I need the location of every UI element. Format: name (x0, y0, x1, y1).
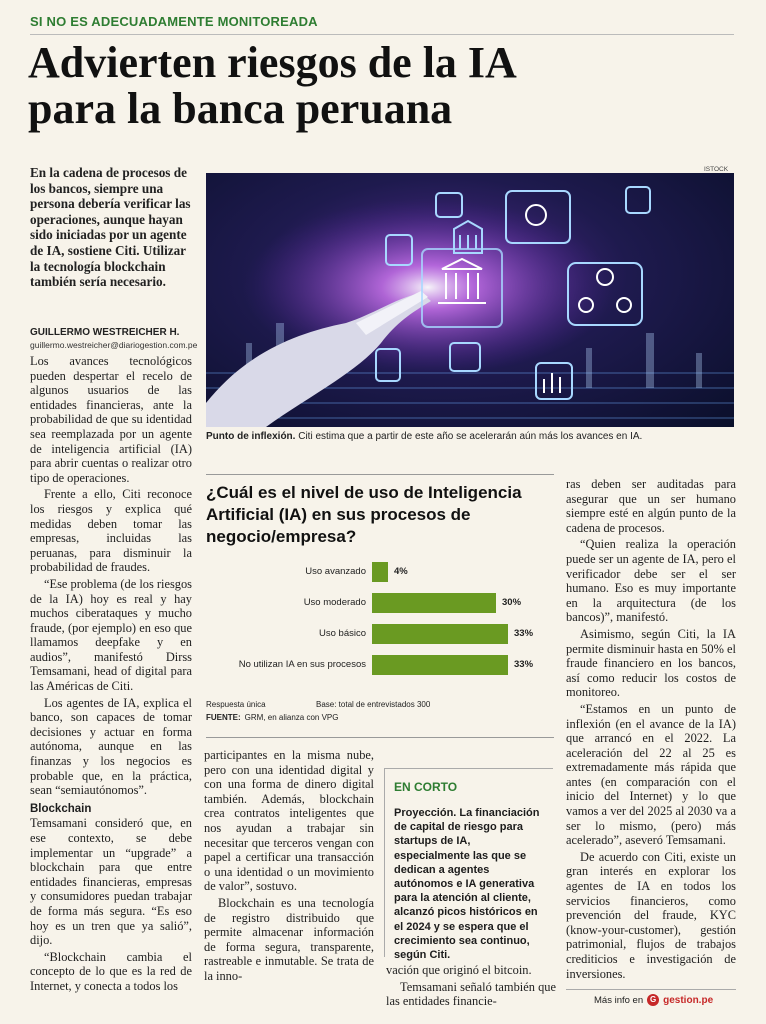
box-title: EN CORTO (394, 780, 458, 794)
subhead-blockchain: Blockchain (30, 802, 92, 815)
kicker-divider (30, 34, 734, 35)
chart-category-label: Uso avanzado (305, 566, 366, 577)
chart-note (206, 700, 556, 709)
paragraph: Blockchain es una tecnología de registro distribuido que permite almacenar información de forma segura, transparente, rastreable e inmutable. Se trata de la inno- (204, 895, 374, 983)
caption-lead: Punto de inflexión. (206, 431, 296, 442)
chart-title: ¿Cuál es el nivel de uso de Inteligencia Artificial (IA) en sus procesos de negocio/empresa? (206, 483, 522, 546)
article-column-1 (30, 354, 192, 1014)
chart-note-response: Respuesta única (206, 700, 266, 709)
chart-bar (372, 562, 388, 582)
chart-source-label: FUENTE: (206, 713, 241, 722)
paragraph: Asimismo, según Citi, la IA permite disminuir hasta en 50% el fraude financiero en los bancos, así como reducir los costos de monitoreo. (566, 626, 736, 700)
paragraph: Los agentes de IA, explica el banco, son capaces de tomar decisiones y actuar en forma autónoma, aunque en las finanzas y los negocios es probable que, en la práctica, sean “semiautónomos”. (30, 695, 192, 798)
photo-credit: ISTOCK (704, 166, 729, 173)
chart-source (206, 713, 556, 722)
bar-chart (206, 556, 556, 696)
footer-more-info[interactable] (594, 994, 713, 1006)
headline (28, 40, 748, 132)
paragraph: Temsamani consideró que, en ese contexto, se debe implementar un “upgrade” a blockchain para que entre entidades financieras, empresas y consumidores puedan trabajar de forma más segura. “Es eso hoy es un tren que ya salió”, dijo. (30, 816, 192, 948)
photo-caption (206, 431, 734, 442)
article-column-2 (204, 748, 374, 1010)
paragraph: Frente a ello, Citi reconoce los riesgos y explica qué medidas deben tomar las empresas, incluidas las peruanas, para disminuir la probabilidad de fraudes. (30, 487, 192, 575)
chart-category-label: Uso moderado (303, 597, 366, 608)
paragraph: “Quien realiza la operación puede ser un agente de IA, pero el verificador debe ser el ser humano. Eso es muy importante en la arquitectura (de los bancos)”, manifestó. (566, 537, 736, 625)
article-column-2-continued (386, 963, 556, 1011)
headline-line-2: para la banca peruana (28, 84, 453, 133)
gestion-logo-icon: G (647, 994, 659, 1006)
chart-value-label: 33% (514, 628, 534, 639)
gestion-logo-link[interactable]: gestion.pe (663, 994, 714, 1006)
lead-paragraph: En la cadena de procesos de los bancos, siempre una persona debería verificar las operaciones, aunque hayan sido iniciadas por un agente de IA, sostiene Citi. Utilizar la tecnología blockchain también sería necesario. (30, 165, 191, 290)
paragraph: Temsamani señaló también que las entidades financie- (386, 979, 556, 1009)
paragraph: “Blockchain cambia el concepto de lo que es la red de Internet, y conecta a todos los (30, 949, 192, 993)
chart-category-label: No utilizan IA en sus procesos (238, 659, 366, 670)
paragraph: “Ese problema (de los riesgos de la IA) hoy es real y hay muchos ciberataques y mucho fraude, (por ejemplo) en eso que llamamos deepfake y en audios”, manifestó Dirss Temsamani, head of digital para las Américas de Citi. (30, 576, 192, 694)
box-text (394, 806, 546, 962)
chart-value-label: 4% (394, 566, 408, 577)
byline-name: GUILLERMO WESTREICHER H. (30, 327, 180, 338)
paragraph: De acuerdo con Citi, existe un gran interés en explorar los agentes de IA en todos los servicios financieros, como prevención del fraude, KYC (know-your-customer), gestión patrimonial, flujos de trabajos crediticios e investigación de inversiones. (566, 849, 736, 981)
chart-bar (372, 593, 496, 613)
kicker: SI NO ES ADECUADAMENTE MONITOREADA (30, 14, 318, 29)
chart-bottom-divider (206, 737, 554, 738)
more-info-text: Más info en (594, 994, 644, 1006)
chart-note-base: Base: total de entrevistados 300 (316, 700, 431, 709)
headline-line-1: Advierten riesgos de la IA (28, 38, 517, 87)
chart-value-label: 33% (514, 659, 534, 670)
robot-hand-illustration (206, 173, 734, 427)
chart-category-label: Uso básico (319, 628, 366, 639)
paragraph: “Estamos en un punto de inflexión (en el avance de la IA) que arrancó en el 2022. La aceleración del 22 al 25 es extremadamente más rápida que antes (en comparación con el inicio del Internet) y lo que vamos a ver del 2025 al 2030 va a ser lo mismo, (pero) más acelerado”, aseveró Temsamani. (566, 701, 736, 848)
box-lead: Proyección. (394, 807, 457, 819)
footer-divider (566, 989, 736, 990)
paragraph: vación que originó el bitcoin. (386, 963, 532, 977)
caption-text: Citi estima que a partir de este año se acelerarán aún más los avances en IA. (295, 431, 643, 442)
chart-bar (372, 624, 508, 644)
chart-value-label: 30% (502, 597, 522, 608)
chart-source-text: GRM, en alianza con VPG (244, 713, 339, 722)
article-column-3 (566, 477, 736, 987)
paragraph: Los avances tecnológicos pueden despertar el recelo de algunos usuarios de las entidades financieras, ante la probabilidad de que su identidad sea reemplazada por un agente de inteligencia artificial (IA) para abrir cuentas o realizar otro tipo de operaciones. (30, 354, 192, 485)
paragraph: ras deben ser auditadas para asegurar que un ser humano siempre esté en algún punto de la cadena de procesos. (566, 477, 736, 535)
paragraph: participantes en la misma nube, pero con una identidad digital y con una forma de dinero digital también. Además, blockchain crea contratos inteligentes que nos ayudan a trabajar sin necesitar que terceros vengan con papel a certificar una transacción o una identidad o un movimiento de valor”, sostuvo. (204, 748, 374, 894)
robot-hand-photo (206, 173, 734, 427)
box-body: La financiación de capital de riesgo para startups de IA, especialmente las que se dedican a agentes autónomos e IA generativa para la atención al cliente, alcanzó picos históricos en el 2024 y se espera que el crecimiento sea continuo, según Citi. (394, 807, 540, 962)
chart-top-divider (206, 474, 554, 475)
byline-email[interactable]: guillermo.westreicher@diariogestion.com.pe (30, 340, 198, 350)
chart-bar (372, 655, 508, 675)
